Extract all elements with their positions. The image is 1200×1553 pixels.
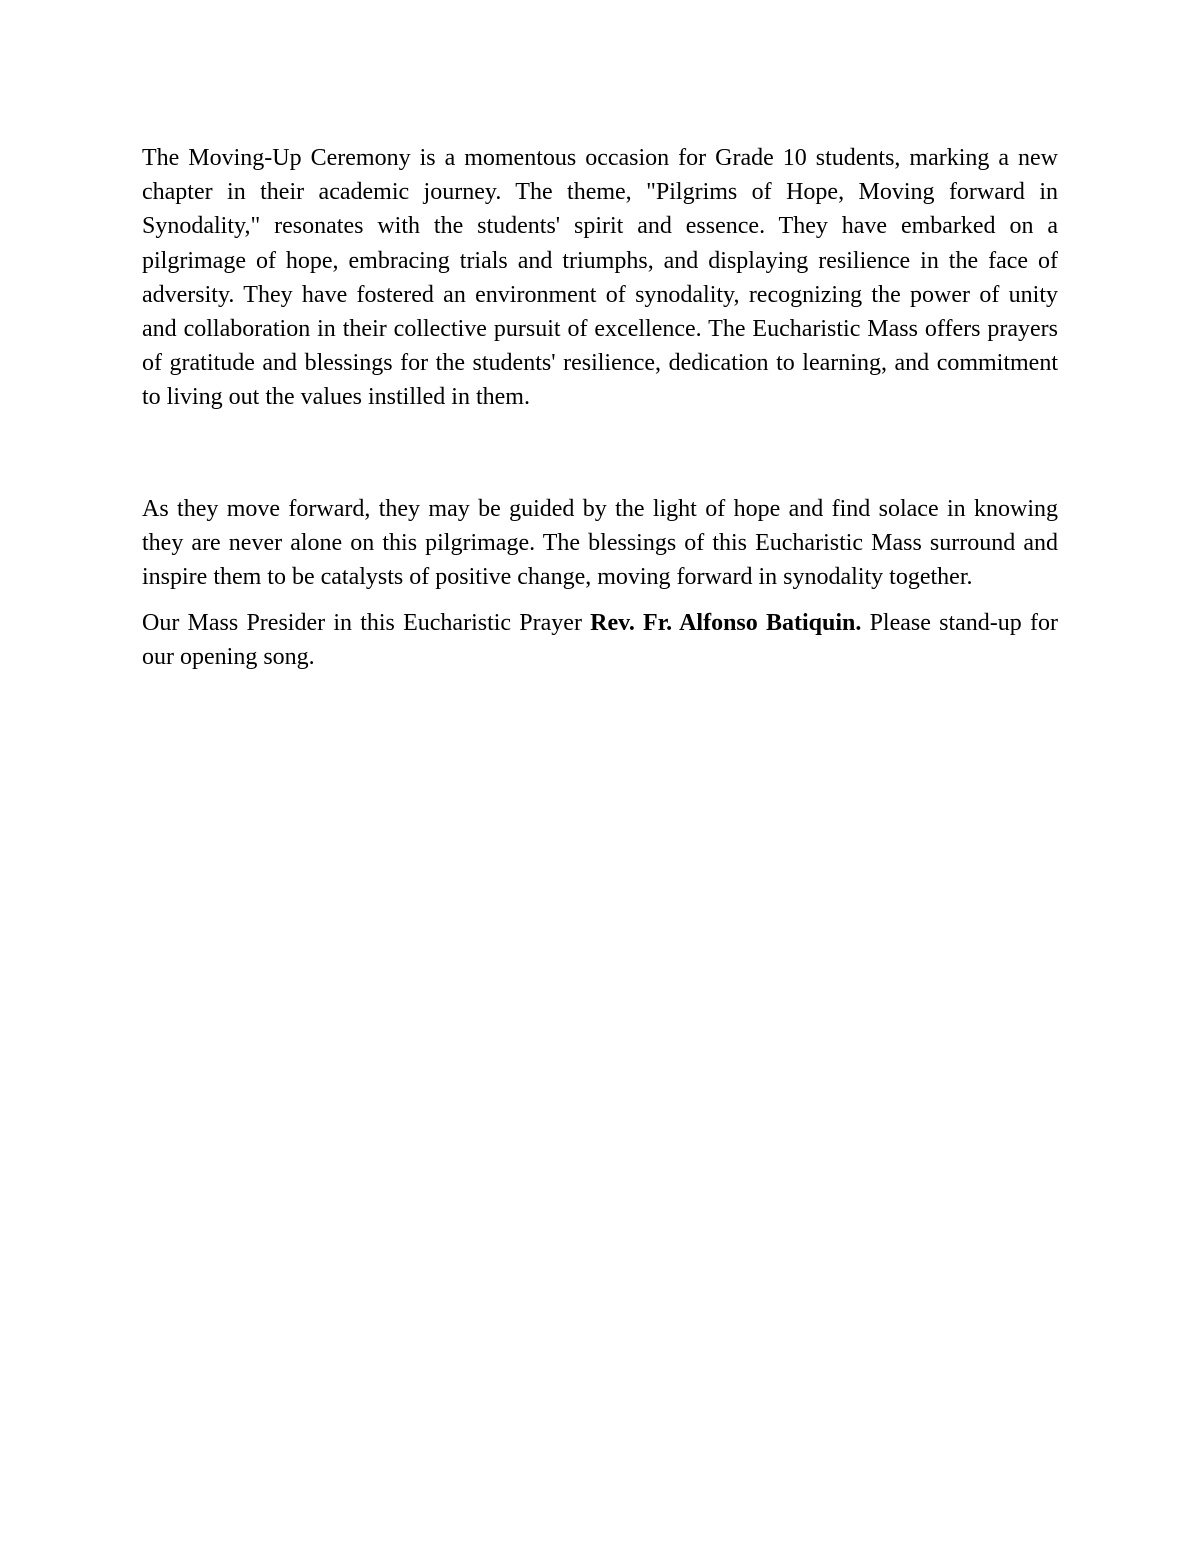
paragraph-ceremony-intro: The Moving-Up Ceremony is a momentous occasion for Grade 10 students, marking a new chapter in their academic journey. The theme, "Pilgrims of Hope, Moving forward in Synodality," resonates with the students' spirit and essence. They have embarked on a pilgrimage of hope, embracing trials and triumphs, and displaying resilience in the face of adversity. They have fostered an environment of synodality, recognizing the power of unity and collaboration in their collective pursuit of excellence. The Eucharistic Mass offers prayers of gratitude and blessings for the students' resilience, dedication to learning, and commitment to living out the values instilled in them. <box>142 145 1058 411</box>
paragraph-blessings: As they move forward, they may be guided by the light of hope and find solace in knowing they are never alone on this pilgrimage. The blessings of this Eucharistic Mass surround and inspire them to be catalysts of positive change, moving forward in synodality together. <box>142 495 1058 591</box>
document-body <box>142 141 1058 675</box>
opening-song-instruction: Please stand-up for our opening song. <box>142 610 1058 671</box>
presider-name: Rev. Fr. Alfonso Batiquin. <box>590 610 862 637</box>
paragraph-mass-presider <box>142 606 1058 674</box>
presider-intro-text: Our Mass Presider in this Eucharistic Prayer <box>142 610 591 637</box>
